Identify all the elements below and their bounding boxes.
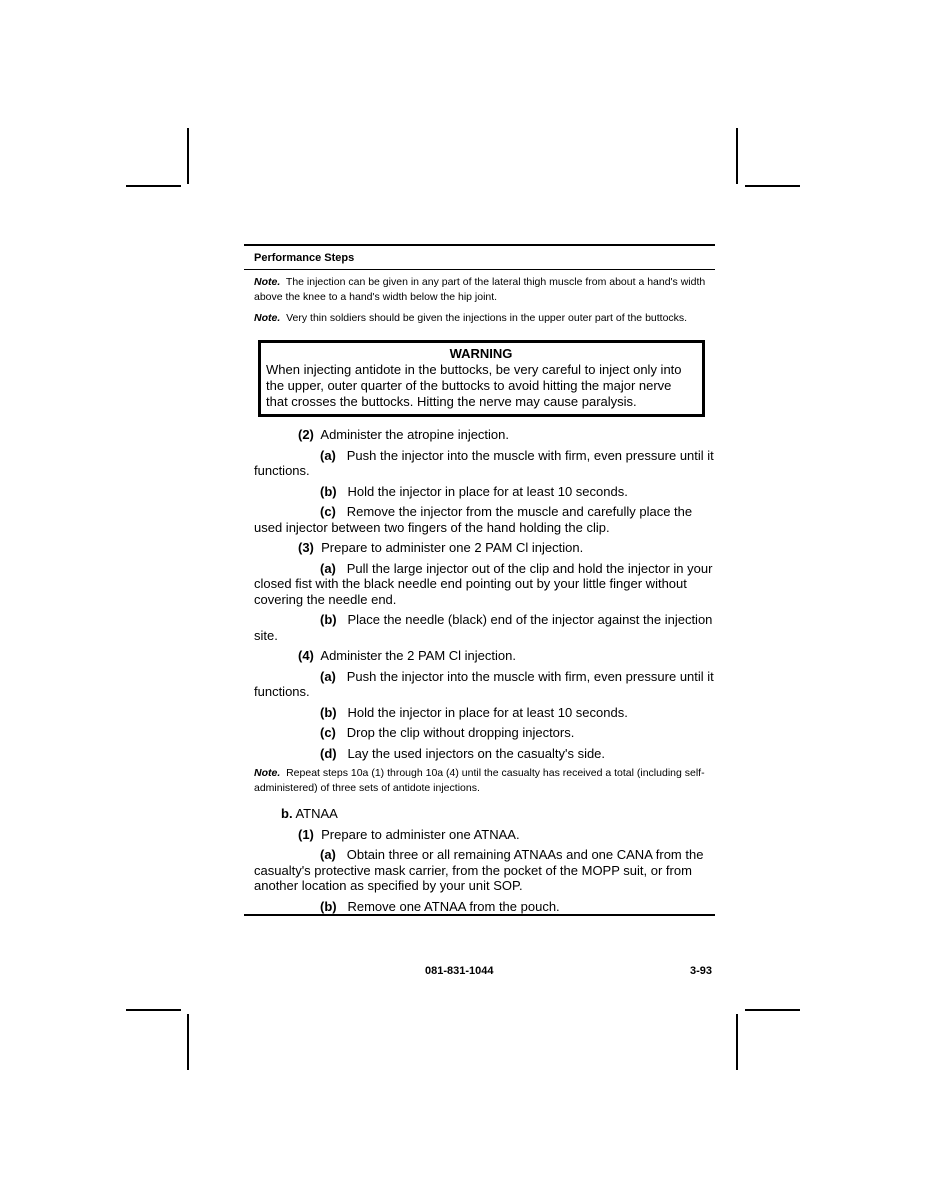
step — [254, 847, 715, 894]
note-label: Note. — [254, 276, 281, 288]
crop-mark — [187, 1014, 189, 1070]
step-text: Place the needle (black) end of the injector against the injection site. — [254, 612, 713, 643]
note-label: Note. — [254, 312, 281, 324]
step-text: Prepare to administer one ATNAA. — [321, 826, 520, 842]
step-label: (4) — [298, 648, 314, 663]
section-label: b. — [281, 806, 293, 821]
section-text: ATNAA — [295, 806, 338, 821]
step-text: Obtain three or all remaining ATNAAs and one CANA from the casualty's protective mask carrier, from the pocket of the MOPP suit, or from another location as specified by your unit SOP. — [254, 847, 704, 893]
warning-text: When injecting antidote in the buttocks, be very careful to inject only into the upper, outer quarter of the buttocks to avoid hitting the major nerve that crosses the buttocks. Hitting the nerve may cause paralysis. — [266, 362, 682, 409]
step-label: (1) — [298, 826, 314, 842]
note — [254, 766, 715, 796]
step — [254, 827, 715, 843]
step-label: (c) — [320, 504, 336, 519]
step-label: (b) — [320, 704, 337, 720]
page-content — [244, 244, 715, 916]
step-text: Pull the large injector out of the clip and hold the injector in your closed fist with the black needle end pointing out by your little finger without covering the needle end. — [254, 560, 713, 607]
step-text: Remove the injector from the muscle and carefully place the used injector between two fingers of the hand holding the clip. — [254, 504, 693, 535]
bottom-rule — [244, 914, 715, 916]
step — [254, 705, 715, 721]
step-text: Administer the 2 PAM Cl injection. — [320, 648, 516, 663]
section-title: Performance Steps — [254, 252, 355, 264]
header-rule — [244, 269, 715, 270]
crop-mark — [187, 128, 189, 184]
footer-code: 081-831-1044 — [425, 965, 494, 977]
step-label: (a) — [320, 560, 336, 576]
step-text: Hold the injector in place for at least 10 seconds. — [347, 704, 628, 720]
page-number: 3-93 — [690, 965, 713, 977]
step-text: Push the injector into the muscle with firm, even pressure until it functions. — [254, 447, 714, 478]
step — [254, 669, 715, 700]
step-label: (3) — [298, 540, 314, 555]
step — [254, 612, 715, 643]
step-text: Administer the atropine injection. — [320, 427, 510, 442]
note-text: The injection can be given in any part of the lateral thigh muscle from about a hand's width above the knee to a hand's width below the hip joint. — [254, 276, 706, 303]
step — [254, 746, 715, 762]
step-label: (b) — [320, 898, 337, 914]
crop-mark — [126, 1009, 181, 1011]
crop-mark — [745, 185, 800, 187]
crop-mark — [745, 1009, 800, 1011]
step-text: Prepare to administer one 2 PAM Cl injection. — [321, 540, 584, 555]
step-text: Drop the clip without dropping injectors. — [346, 725, 575, 740]
step-label: (c) — [320, 725, 336, 740]
note — [254, 311, 715, 326]
step — [254, 448, 715, 479]
step — [254, 899, 715, 915]
step — [254, 648, 715, 664]
warning-title: WARNING — [449, 346, 513, 361]
note-text: Very thin soldiers should be given the injections in the upper outer part of the buttocks. — [286, 312, 688, 324]
step-text: Lay the used injectors on the casualty's side. — [347, 745, 606, 761]
section-heading — [254, 806, 715, 822]
step — [254, 504, 715, 535]
step-label: (b) — [320, 483, 337, 499]
step — [254, 540, 715, 556]
crop-mark — [736, 1014, 738, 1070]
step-label: (d) — [320, 745, 337, 761]
crop-mark — [126, 185, 181, 187]
step-text: Push the injector into the muscle with firm, even pressure until it functions. — [254, 668, 714, 699]
step-label: (a) — [320, 447, 336, 463]
crop-mark — [736, 128, 738, 184]
step-label: (2) — [298, 427, 314, 442]
step-text: Remove one ATNAA from the pouch. — [347, 898, 560, 914]
step-label: (a) — [320, 847, 336, 862]
note-text: Repeat steps 10a (1) through 10a (4) until the casualty has received a total (including self-administered) of three sets of antidote injections. — [254, 767, 705, 794]
step-label: (b) — [320, 612, 337, 627]
step-text: Hold the injector in place for at least 10 seconds. — [347, 483, 628, 499]
step — [254, 427, 715, 443]
step — [254, 484, 715, 500]
step — [254, 561, 715, 608]
warning-box — [258, 340, 705, 417]
note — [254, 275, 715, 305]
note-label: Note. — [254, 767, 281, 779]
step-label: (a) — [320, 668, 336, 684]
step — [254, 725, 715, 741]
